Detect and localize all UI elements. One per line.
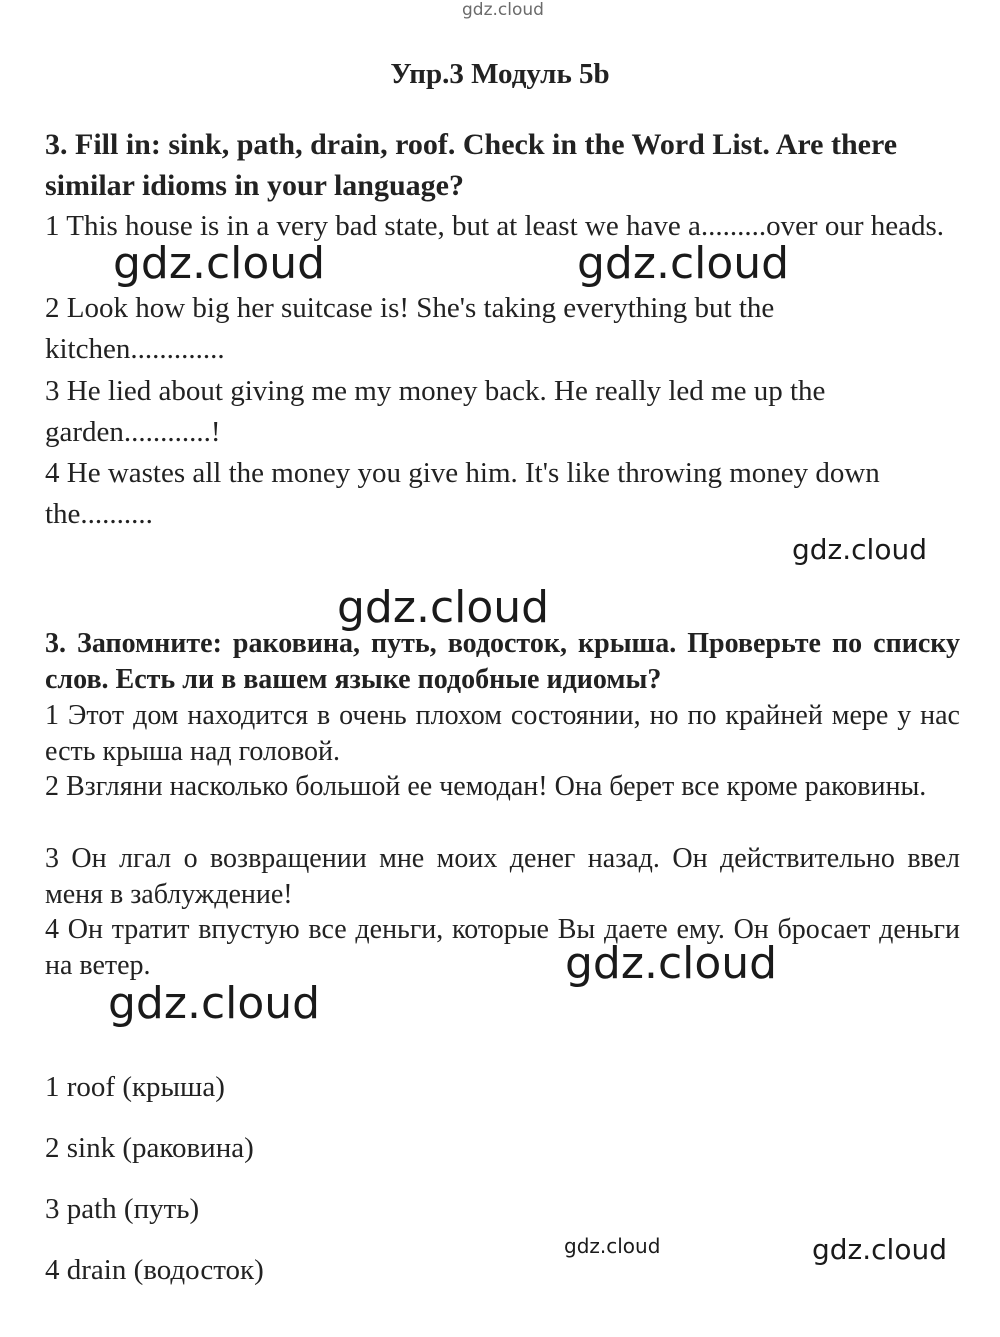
- watermark-top: gdz.cloud: [462, 0, 544, 20]
- answer-1: 1 roof (крыша): [45, 1071, 225, 1103]
- page-title: Упр.3 Модуль 5b: [390, 58, 610, 90]
- watermark: gdz.cloud: [337, 582, 550, 633]
- watermark: gdz.cloud: [564, 1234, 661, 1258]
- watermark: gdz.cloud: [792, 533, 927, 566]
- russian-item-1: 1 Этот дом находится в очень плохом состоянии, но по крайней мере у нас есть крыша над головой.: [45, 700, 960, 767]
- english-item-4: 4 He wastes all the money you give him. It's like throwing money down the..........: [45, 457, 880, 530]
- english-item-3: 3 He lied about giving me my money back. He really led me up the garden............!: [45, 375, 826, 448]
- english-item-2: 2 Look how big her suitcase is! She's taking everything but the kitchen.............: [45, 292, 775, 365]
- russian-item-4: 4 Он тратит впустую все деньги, которые Вы даете ему. Он бросает деньги на ветер.: [45, 914, 960, 981]
- watermark: gdz.cloud: [565, 938, 778, 989]
- watermark: gdz.cloud: [812, 1233, 947, 1266]
- russian-task-heading: 3. Запомните: раковина, путь, водосток, крыша. Проверьте по списку слов. Есть ли в вашем языке подобные идиомы?: [45, 628, 960, 695]
- russian-item-2: 2 Взгляни насколько большой ее чемодан! Она берет все кроме раковины.: [45, 771, 927, 802]
- english-task-heading: 3. Fill in: sink, path, drain, roof. Check in the Word List. Are there similar idioms in your language?: [45, 128, 898, 202]
- watermark: gdz.cloud: [577, 238, 790, 289]
- watermark: gdz.cloud: [113, 238, 326, 289]
- answer-3: 3 path (путь): [45, 1193, 200, 1225]
- russian-item-3: 3 Он лгал о возвращении мне моих денег назад. Он действительно ввел меня в заблуждение!: [45, 843, 960, 910]
- answer-4: 4 drain (водосток): [45, 1254, 264, 1286]
- watermark: gdz.cloud: [108, 978, 321, 1029]
- answer-2: 2 sink (раковина): [45, 1132, 254, 1164]
- english-item-1: 1 This house is in a very bad state, but at least we have a.........over our heads.: [45, 210, 945, 242]
